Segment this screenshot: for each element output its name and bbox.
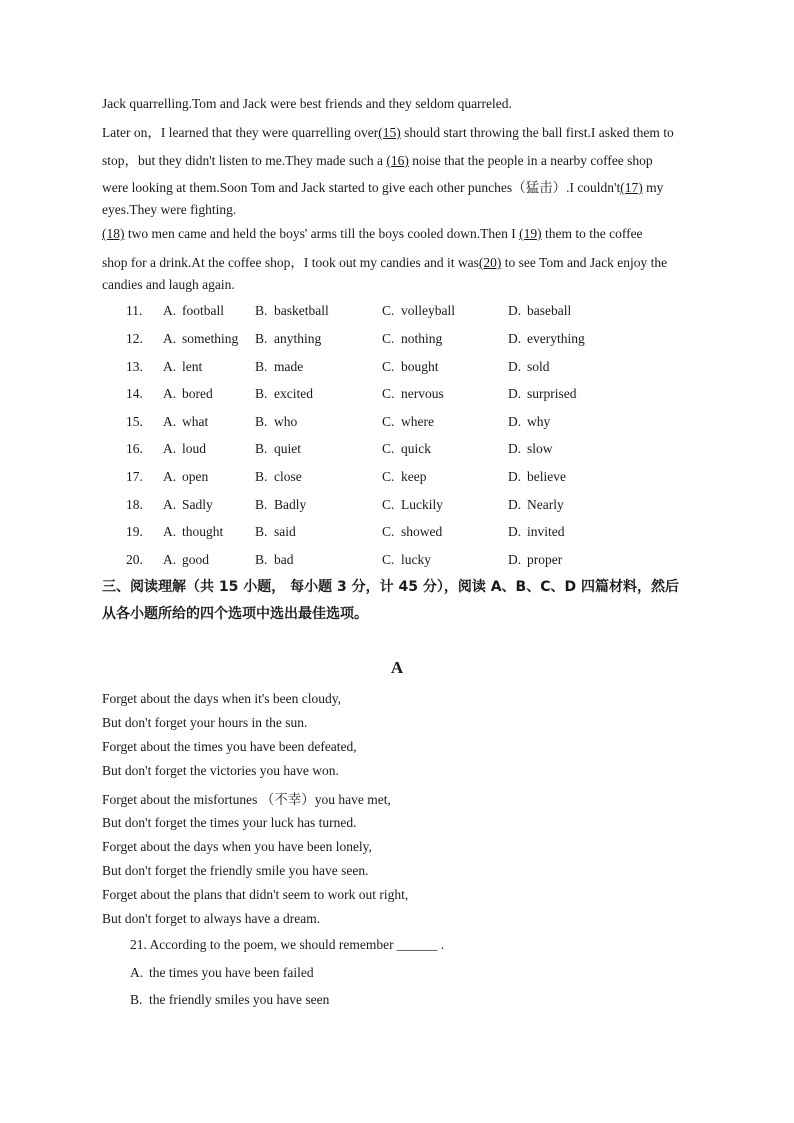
- passage-text: should start throwing the ball first.I asked them to: [400, 125, 674, 140]
- option-a[interactable]: A. open: [163, 469, 209, 484]
- blank-18: (18): [102, 226, 125, 241]
- section-heading-line-2: 从各小题所给的四个选项中选出最佳选项。: [102, 606, 368, 622]
- option-d[interactable]: D. surprised: [508, 386, 577, 401]
- option-b[interactable]: B. Badly: [255, 497, 307, 512]
- poem-line: But don't forget to always have a dream.: [102, 911, 321, 926]
- option-a[interactable]: A. what: [163, 414, 209, 429]
- option-b[interactable]: B. bad: [255, 552, 294, 567]
- poem-line: But don't forget the friendly smile you have seen.: [102, 863, 369, 878]
- passage-line-8: [102, 277, 235, 293]
- option-d[interactable]: D. sold: [508, 359, 550, 374]
- option-a[interactable]: A. bored: [163, 386, 213, 401]
- passage-text: Jack quarrelling.Tom and Jack were best friends and they seldom quarreled.: [102, 96, 512, 111]
- option-c[interactable]: C. volleyball: [382, 303, 455, 318]
- question-21-stem: 21. According to the poem, we should remember ______ .: [130, 937, 445, 952]
- passage-line-7: [102, 251, 667, 271]
- passage-text: were looking at them.Soon Tom and Jack started to give each other punches（猛击）.I couldn't: [102, 180, 621, 195]
- option-b[interactable]: B. close: [255, 469, 302, 484]
- option-c[interactable]: C. lucky: [382, 552, 431, 567]
- question-number: 15.: [126, 414, 143, 429]
- passage-text: stop，but they didn't listen to me.They made such a: [102, 153, 387, 168]
- option-a[interactable]: A. thought: [163, 524, 224, 539]
- option-b[interactable]: B. made: [255, 359, 304, 374]
- blank-15: (15): [378, 125, 401, 140]
- passage-text: two men came and held the boys' arms till the boys cooled down.Then I: [124, 226, 520, 241]
- blank-16: (16): [386, 153, 409, 168]
- poem-line: But don't forget the times your luck has turned.: [102, 815, 357, 830]
- poem-line: Forget about the days when you have been lonely,: [102, 839, 372, 854]
- section-heading-line-1: 三、阅读理解（共 15 小题， 每小题 3 分，计 45 分），阅读 A、B、C、D 四篇材料，然后: [102, 579, 679, 595]
- question-number: 16.: [126, 441, 143, 456]
- question-number: 14.: [126, 386, 143, 401]
- option-d[interactable]: D. invited: [508, 524, 565, 539]
- part-a-title: A: [390, 658, 404, 677]
- poem-line: Forget about the plans that didn't seem to work out right,: [102, 887, 409, 902]
- option-d[interactable]: D. believe: [508, 469, 566, 484]
- option-b[interactable]: B. basketball: [255, 303, 329, 318]
- question-number: 19.: [126, 524, 143, 539]
- option-d[interactable]: D. everything: [508, 331, 585, 346]
- passage-text: candies and laugh again.: [102, 277, 235, 292]
- option-b[interactable]: B. excited: [255, 386, 313, 401]
- blank-20: (20): [478, 255, 502, 270]
- question-number: 18.: [126, 497, 143, 512]
- option-c[interactable]: C. bought: [382, 359, 439, 374]
- blank-19: (19): [519, 226, 542, 241]
- option-a[interactable]: A. something: [163, 331, 239, 346]
- option-b[interactable]: B. quiet: [255, 441, 301, 456]
- question-number: 17.: [126, 469, 143, 484]
- question-number: 12.: [126, 331, 143, 346]
- option-d[interactable]: D. Nearly: [508, 497, 564, 512]
- passage-text: eyes.They were fighting.: [102, 202, 237, 217]
- passage-line-6: [102, 226, 643, 242]
- option-b[interactable]: B. who: [255, 414, 298, 429]
- question-number: 11.: [126, 303, 143, 318]
- option-c[interactable]: C. nothing: [382, 331, 443, 346]
- passage-line-5: [102, 202, 236, 218]
- option-d[interactable]: D. baseball: [508, 303, 572, 318]
- option-a[interactable]: A. football: [163, 303, 224, 318]
- passage-line-2: [102, 121, 674, 141]
- question-number: 20.: [126, 552, 143, 567]
- poem-line: Forget about the days when it's been cloudy,: [102, 691, 342, 706]
- poem-line: Forget about the times you have been defeated,: [102, 739, 357, 754]
- question-number: 13.: [126, 359, 143, 374]
- passage-line-1: [102, 96, 512, 112]
- option-a[interactable]: A. good: [163, 552, 209, 567]
- passage-text: shop for a drink.At the coffee shop，I took out my candies and it was: [102, 255, 479, 270]
- option-c[interactable]: C. Luckily: [382, 497, 443, 512]
- option-b[interactable]: B. anything: [255, 331, 322, 346]
- option-d[interactable]: D. why: [508, 414, 551, 429]
- option-a[interactable]: A. the times you have been failed: [130, 965, 314, 980]
- poem-line: Forget about the misfortunes （不幸）you have met,: [102, 792, 391, 807]
- section-heading: [102, 574, 702, 628]
- passage-text: noise that the people in a nearby coffee shop: [408, 153, 653, 168]
- passage-text: them to the coffee: [541, 226, 643, 241]
- passage-text: to see Tom and Jack enjoy the: [501, 255, 668, 270]
- option-a[interactable]: A. Sadly: [163, 497, 213, 512]
- option-b[interactable]: B. said: [255, 524, 296, 539]
- option-c[interactable]: C. where: [382, 414, 434, 429]
- option-c[interactable]: C. showed: [382, 524, 443, 539]
- option-a[interactable]: A. lent: [163, 359, 203, 374]
- option-a[interactable]: A. loud: [163, 441, 207, 456]
- option-c[interactable]: C. nervous: [382, 386, 444, 401]
- option-d[interactable]: D. slow: [508, 441, 553, 456]
- passage-line-4: [102, 176, 663, 196]
- poem-line: But don't forget your hours in the sun.: [102, 715, 308, 730]
- option-b[interactable]: B. the friendly smiles you have seen: [130, 992, 330, 1007]
- passage-text: Later on，I learned that they were quarrelling over: [102, 125, 379, 140]
- option-d[interactable]: D. proper: [508, 552, 563, 567]
- blank-17: (17): [620, 180, 643, 195]
- passage-text: my: [642, 180, 664, 195]
- passage-line-3: [102, 149, 653, 169]
- option-c[interactable]: C. quick: [382, 441, 431, 456]
- poem-line: But don't forget the victories you have won.: [102, 763, 339, 778]
- option-c[interactable]: C. keep: [382, 469, 427, 484]
